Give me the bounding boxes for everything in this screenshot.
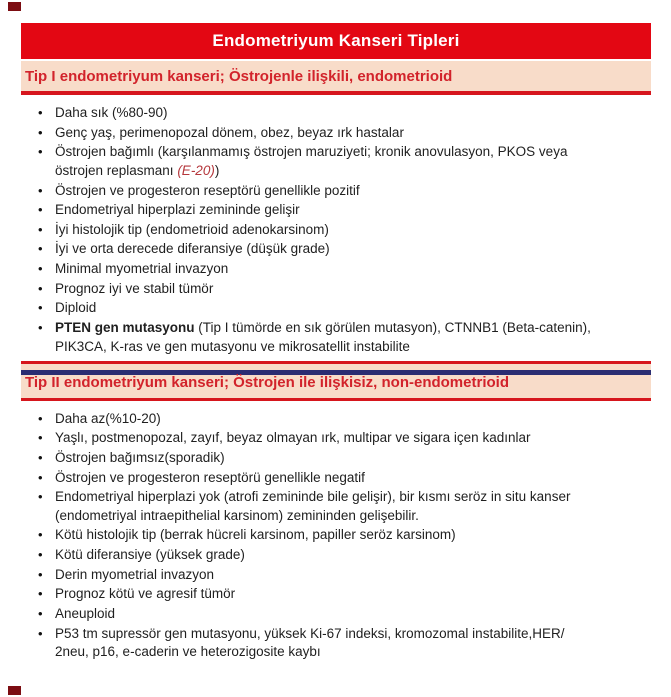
bullet-text-segment: Minimal myometrial invazyon xyxy=(55,261,229,276)
bullet-text-segment: PTEN gen mutasyonu xyxy=(55,319,195,335)
corner-marker-bottom xyxy=(8,686,21,695)
bullet-text-segment: Diploid xyxy=(55,300,97,316)
bullet-text-segment: (endometriyal intraepithelial karsinom) zemininden gelişebilir. xyxy=(55,507,419,523)
bullet-text-segment: (E-20) xyxy=(177,162,215,178)
bullet-text-segment: Yaşlı, postmenopozal, zayıf, beyaz olmayan ırk, multipar ve sigara içen kadınlar xyxy=(55,430,531,446)
bullet-text-segment: Genç yaş, perimenopozal dönem, obez, beyaz ırk hastalar xyxy=(55,124,404,140)
slide-title-bar xyxy=(21,23,651,59)
bullet-text-segment: Östrojen ve progesteron reseptörü genellikle pozitif xyxy=(55,182,360,198)
bullet-text-segment: P53 tm supressör gen mutasyonu, yüksek Ki-67 indeksi, kromozomal instabilite,HER/ xyxy=(55,625,565,641)
bullet-item xyxy=(55,143,649,180)
section-header-tip1-label: Tip I endometriyum kanseri; Östrojenle ilişkili, endometrioid xyxy=(25,68,453,85)
bullet-text-segment: Daha sık (%80-90) xyxy=(55,105,168,120)
bullet-text-segment: Östrojen bağımsız(sporadik) xyxy=(55,449,225,465)
bullet-item xyxy=(55,182,649,201)
tip1-bullet-list xyxy=(21,104,651,356)
bullet-item xyxy=(55,201,649,220)
bullet-item xyxy=(55,526,649,545)
bullet-text-segment: Kötü diferansiye (yüksek grade) xyxy=(55,547,245,562)
section-header-tip2 xyxy=(21,361,651,401)
bullet-item xyxy=(55,449,649,468)
bullet-item xyxy=(55,260,649,279)
bullet-item xyxy=(55,299,649,318)
bullet-item xyxy=(55,240,649,259)
bullet-text-segment: (Tip I tümörde en sık görülen mutasyon), CTNNB1 (Beta-catenin), xyxy=(194,319,591,335)
bullet-text-segment: Derin myometrial invazyon xyxy=(55,566,215,582)
slide-title: Endometriyum Kanseri Tipleri xyxy=(212,31,460,50)
bullet-item xyxy=(55,625,649,662)
section-header-tip2-label: Tip II endometriyum kanseri; Östrojen ile ilişkisiz, non-endometrioid xyxy=(25,374,509,392)
section-header-tip1 xyxy=(21,61,651,95)
bullet-item xyxy=(55,221,649,240)
bullet-text-segment: Daha az(%10-20) xyxy=(55,410,161,426)
corner-marker-top xyxy=(8,2,21,11)
bullet-text-segment: Prognoz iyi ve stabil tümör xyxy=(55,280,214,296)
bullet-item xyxy=(55,104,649,123)
bullet-item xyxy=(55,429,649,448)
bullet-item xyxy=(55,605,649,624)
bullet-text-segment: ) xyxy=(214,162,220,178)
bullet-text-segment: Kötü histolojik tip (berrak hücreli karsinom, papiller seröz karsinom) xyxy=(55,527,456,543)
bullet-text-segment: 2neu, p16, e-caderin ve heterozigosite kaybı xyxy=(55,644,321,660)
bullet-item xyxy=(55,546,649,565)
bullet-text-segment: Östrojen ve progesteron reseptörü genellikle negatif xyxy=(55,469,365,485)
bullet-item xyxy=(55,469,649,488)
bullet-item xyxy=(55,566,649,585)
bullet-text-segment: Endometriyal hiperplazi yok (atrofi zemininde bile gelişir), bir kısmı seröz in situ kanser xyxy=(55,489,571,505)
bullet-text-segment: östrojen replasmanı xyxy=(55,162,178,178)
bullet-text-segment: İyi histolojik tip (endometrioid adenokarsinom) xyxy=(55,221,329,237)
bullet-text-segment: İyi ve orta derecede diferansiye (düşük grade) xyxy=(55,241,330,257)
bullet-item xyxy=(55,488,649,525)
slide-content xyxy=(21,23,651,663)
bullet-item xyxy=(55,280,649,299)
bullet-text-segment: PIK3CA, K-ras ve gen mutasyonu ve mikrosatellit instabilite xyxy=(55,338,410,354)
bullet-text-segment: Endometriyal hiperplazi zemininde gelişir xyxy=(55,202,300,218)
bullet-item xyxy=(55,319,649,356)
bullet-item xyxy=(55,410,649,429)
tip2-bullet-list xyxy=(21,410,651,662)
bullet-text-segment: Östrojen bağımlı (karşılanmamış östrojen maruziyeti; kronik anovulasyon, PKOS veya xyxy=(55,144,568,160)
bullet-text-segment: Prognoz kötü ve agresif tümör xyxy=(55,586,236,602)
bullet-text-segment: Aneuploid xyxy=(55,605,116,621)
bullet-item xyxy=(55,124,649,143)
bullet-item xyxy=(55,585,649,604)
